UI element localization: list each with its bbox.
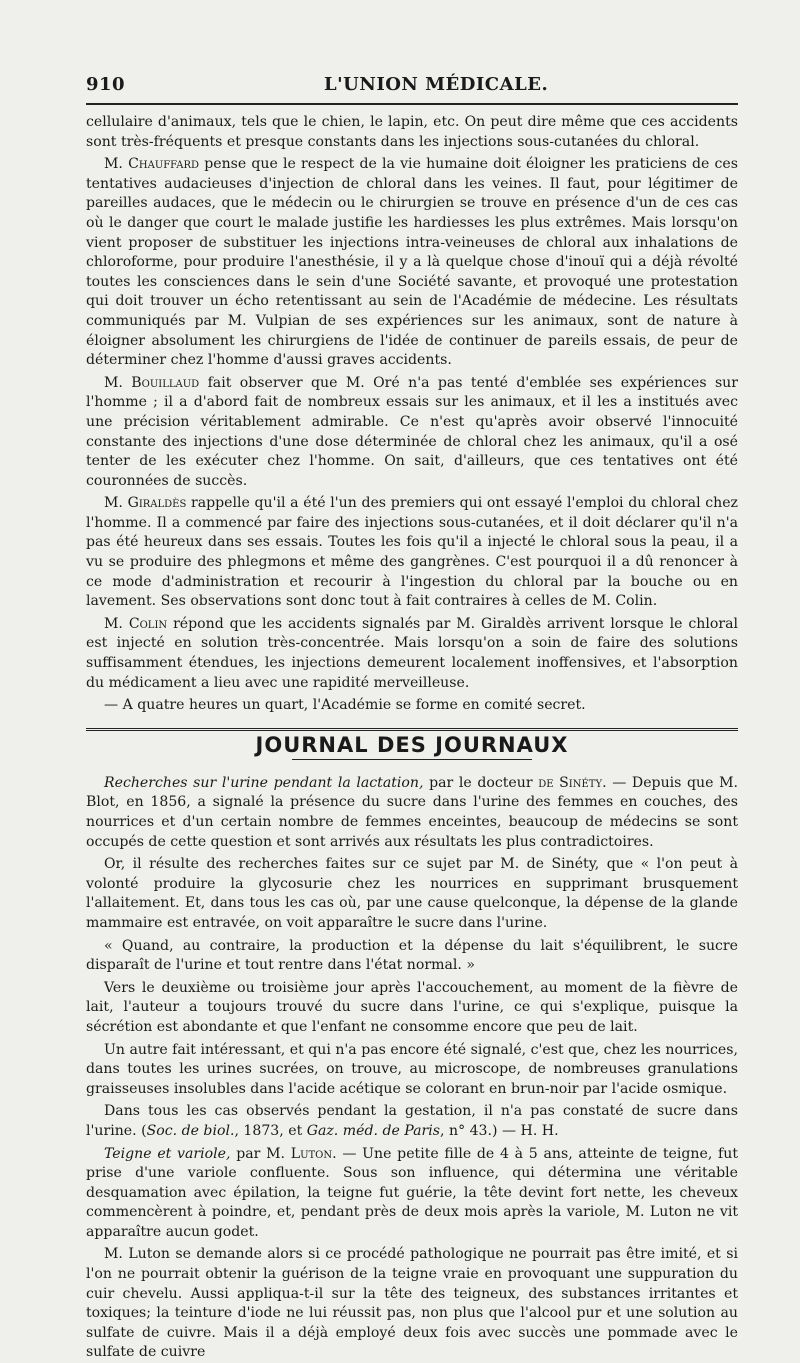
article-title: Recherches sur l'urine pendant la lactation, [104,774,424,791]
speech-text: rappelle qu'il a été l'un des premiers qui ont essayé l'emploi du chloral chez l'homme. Il a commencé par faire des injections sous-cutanées, et il doit déclarer qu'il n'a pas été heureux dans ses essais. Toutes les fois qu'il a injecté le chloral sous la peau, il a vu se produire des phlegmons et même des gangrènes. C'est pourquoi il a dû renoncer à ce mode d'administration et recourir à l'ingestion du chloral par la bouche ou en lavement. Ses observations sont donc tout à fait contraires à celles de M. Colin. [86,495,738,610]
speaker-name: M. Giraldès [104,495,187,512]
section-title: JOURNAL DES JOURNAUX [255,732,569,757]
speech-giraldes [86,494,738,612]
article-teigne-lead [86,1145,738,1243]
citation-gaz: Gaz. méd. de Paris [306,1122,441,1139]
article-author: Luton. [290,1145,337,1162]
article-title: Teigne et variole, [104,1145,231,1162]
journal-title: L'UNION MÉDICALE. [324,74,549,95]
article-byline: par le docteur [423,774,539,791]
speech-bouillaud [86,374,738,492]
paragraph-text: Dans tous les cas observés pendant la gestation, il n'a pas constaté de sucre dans l'urine. [86,1103,738,1139]
article-byline: par M. [230,1145,291,1162]
speech-colin [86,615,738,693]
running-header [86,74,738,95]
speech-text: fait observer que M. Oré n'a pas tenté d'emblée ses expériences sur l'homme ; il a d'abord fait de nombreux essais sur les animaux, et il les a institués avec une précision véritablement admirable. Ce n'est qu'après avoir observé l'innocuité constante des injections d'une dose déterminée de chloral chez les animaux, qu'il a osé tenter de les exécuter chez l'homme. On sait, d'ailleurs, que ces tentatives ont été couronnées de succès. [86,374,738,489]
article-paragraph: Vers le deuxième ou troisième jour après l'accouchement, au moment de la fièvre de lait, l'auteur a toujours trouvé du sucre dans l'urine, ce qui s'explique, puisque la sécrétion est abondante et que l'enfant ne consomme encore que peu de lait. [86,979,738,1035]
continued-paragraph: cellulaire d'animaux, tels que le chien, le lapin, etc. On peut dire même que ces accidents sont très-fréquents et presque constants dans les injections sous-cutanées du chloral. [86,114,738,150]
speaker-name: M. Bouillaud [104,374,200,391]
speaker-name: M. Chauffard [104,156,200,173]
article-paragraph: M. Luton se demande alors si ce procédé pathologique ne pourrait pas être imité, et si l'on ne pourrait obtenir la guérison de la teigne vraie en provoquant une suppuration du cuir chevelu. Aussi appliqua-t-il sur la tête des teigneux, des substances irritantes et toxiques; la teinture d'iode ne lui réussit pas, non plus que l'alcool pur et une solution au sulfate de cuivre. Mais il a déjà employé deux fois avec succès une pommade avec le sulfate de cuivre [86,1246,738,1361]
citation-post: , n° 43.) — H. H. [440,1122,559,1139]
speaker-name: M. Colin [104,615,168,632]
article-paragraph: Un autre fait intéressant, et qui n'a pas encore été signalé, c'est que, chez les nourrices, dans toutes les urines sucrées, on trouve, au microscope, de nombreuses granulations graisseuses insolubles dans l'acide acétique se colorant en brun-noir par l'acide osmique. [86,1041,738,1097]
article-author: de Sinéty. [538,774,607,791]
article-closing-paragraph [86,1102,738,1141]
article-paragraph: « Quand, au contraire, la production et la dépense du lait s'équilibrent, le sucre disparaît de l'urine et tout rentre dans l'état normal. » [86,937,738,974]
header-rule [86,103,738,105]
speech-text: pense que le respect de la vie humaine doit éloigner les praticiens de ces tentatives audacieuses d'injection de chloral dans les veines. Il faut, pour légitimer de pareilles audaces, que le médecin ou le chirurgien se trouve en présence d'un de ces cas où le danger que court le malade justifie les hardiesses les plus extrêmes. Mais lorsqu'on vient proposer de substituer les injections intra-veineuses de chloral aux inhalations de chloroforme, pour produire l'anesthésie, il y a là quelque chose d'inouï qui a déjà révolté toutes les consciences dans le sein d'une Société savante, et provoqué une protestation qui doit trouver un écho retentissant au sein de l'Académie de médecine. Les résultats communiqués par M. Vulpian de ses expériences sur les animaux, sont de nature à éloigner absolument les chirurgiens de l'idée de continuer de pareils essais, de peur de déterminer chez l'homme d'aussi graves accidents. [86,156,739,369]
citation-soc: Soc. de biol. [146,1122,235,1139]
article-urine-lead [86,774,738,852]
citation-open: ( [141,1122,147,1139]
section-underline [292,759,532,760]
citation-mid: , 1873, et [234,1122,307,1139]
speech-text: répond que les accidents signalés par M. Giraldès arrivent lorsque le chloral est injecté en solution très-concentrée. Mais lorsqu'on a soin de faire des solutions suffisamment étendues, les injections demeurent localement inoffensives, et l'absorption du médicament a lieu avec une rapidité merveilleuse. [86,615,738,691]
article-lead-text: — Depuis que M. Blot, en 1856, a signalé la présence du sucre dans l'urine des femmes en couches, des nourrices et d'un certain nombre de femmes enceintes, beaucoup de médecins se sont occupés de cette question et sont arrivés aux résultats les plus contradictoires. [86,774,738,850]
article-lead-text: — Une petite fille de 4 à 5 ans, atteinte de teigne, fut prise d'une variole confluente. Sous son influence, qui détermina une véritable desquamation avec épilation, la teigne fut guérie, la tête devint fort nette, les cheveux commencèrent à poindre, et, pendant près de deux mois après la variole, M. Luton ne vit apparaître aucun godet. [86,1145,738,1240]
section-rule [86,728,738,731]
closing-line: — A quatre heures un quart, l'Académie se forme en comité secret. [104,697,586,714]
page-number: 910 [86,74,126,95]
speech-chauffard [86,155,738,371]
article-paragraph: Or, il résulte des recherches faites sur ce sujet par M. de Sinéty, que « l'on peut à volonté produire la glycosurie chez les nourrices en supprimant brusquement l'allaitement. Et, dans tous les cas où, par une cause quelconque, la dépense de la glande mammaire est entravée, on voit apparaître le sucre dans l'urine. [86,856,738,931]
